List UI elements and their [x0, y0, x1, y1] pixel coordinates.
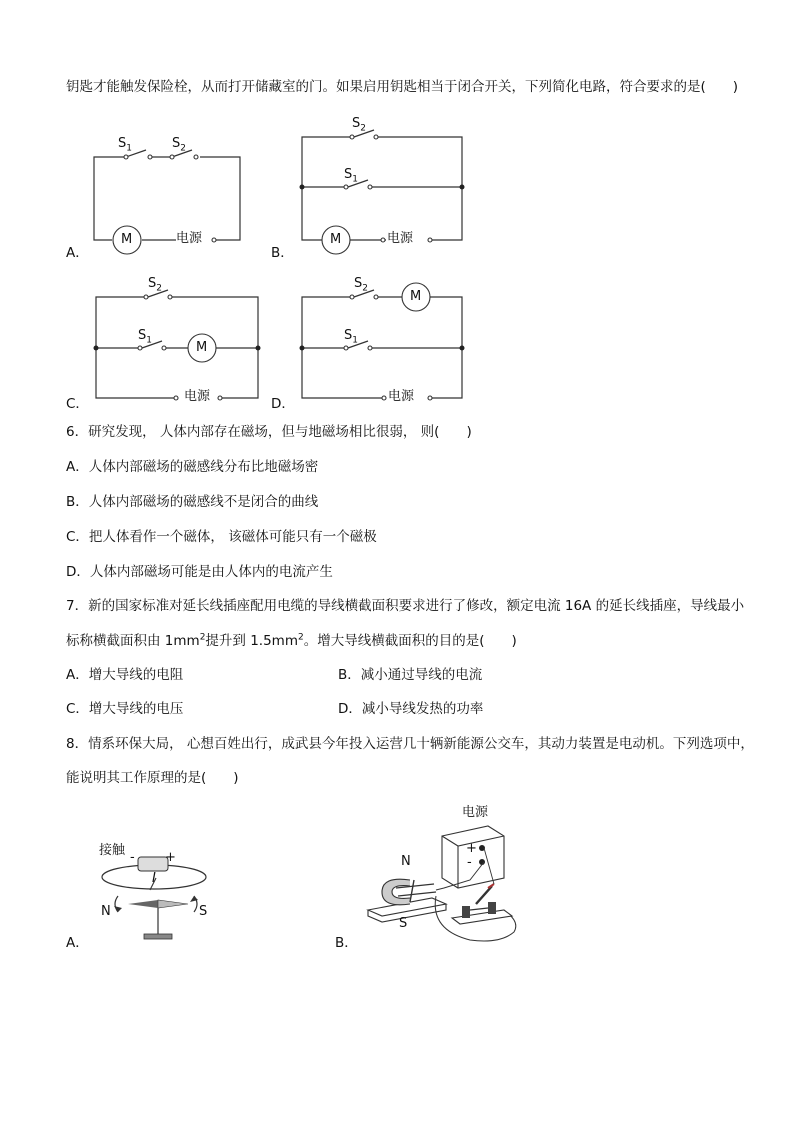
power-label: 电源	[387, 231, 414, 246]
contact-label: 接触	[99, 843, 126, 858]
q7-option-b: B．减小通过导线的电流	[338, 667, 483, 683]
power-label: 电源	[176, 231, 203, 246]
current-label: I	[152, 871, 156, 886]
minus-sign: -	[130, 850, 135, 865]
q5-intro: 钥匙才能触发保险栓，从而打开储藏室的门。如果启用钥匙相当于闭合开关，下列简化电路，符合要求的是( )	[66, 79, 739, 95]
q7-stem-line1: 7．新的国家标准对延长线插座配用电缆的导线横截面积要求进行了修改，额定电流 16A 的延长线插座，导线最小	[66, 598, 745, 614]
switch-s1-label: $S_1$	[138, 328, 152, 346]
switch-s1-label: $S_1$	[344, 328, 358, 346]
q7-option-d: D．减小导线发热的功率	[338, 701, 484, 717]
switch-s2-label: $S_2$	[148, 276, 162, 294]
switch-s2-label: $S_2$	[354, 276, 368, 294]
south-pole-label: S	[399, 916, 408, 931]
motor-label: M	[410, 289, 422, 304]
q8-stem-line2: 能说明其工作原理的是( )	[66, 770, 239, 786]
option-a-marker: A．	[66, 935, 89, 951]
power-label: 电源	[388, 389, 415, 404]
option-c-marker: C．	[66, 396, 89, 412]
q7-stem-line2: 标称横截面积由 $1mm^2$提升到 $1.5mm^2$。增大导线横截面积的目的是( )	[66, 632, 517, 649]
power-supply-label: 电源	[462, 805, 489, 820]
switch-s2-label: $S_2$	[172, 136, 186, 154]
minus-terminal: -	[467, 855, 472, 870]
switch-s1-label: $S_1$	[344, 167, 358, 185]
power-label: 电源	[184, 389, 211, 404]
north-label: N	[101, 904, 111, 919]
q6-stem: 6．研究发现， 人体内部存在磁场，但与地磁场相比很弱， 则( )	[66, 424, 472, 440]
plus-terminal: +	[466, 841, 477, 856]
q6-option-a: A．人体内部磁场的磁感线分布比地磁场密	[66, 459, 319, 475]
q6-option-b: B．人体内部磁场的磁感线不是闭合的曲线	[66, 494, 319, 510]
option-b-marker: B．	[271, 245, 294, 261]
q8-stem-line1: 8．情系环保大局， 心想百姓出行，成武县今年投入运营几十辆新能源公交车，其动力装置是电动机。下列选项中，	[66, 736, 754, 752]
switch-s2-label: $S_2$	[352, 116, 366, 134]
option-d-marker: D．	[271, 396, 295, 412]
switch-s1-label: $S_1$	[118, 136, 132, 154]
q6-option-d: D．人体内部磁场可能是由人体内的电流产生	[66, 564, 333, 580]
motor-label: M	[330, 232, 342, 247]
south-label: S	[199, 904, 208, 919]
north-pole-label: N	[401, 854, 411, 869]
motor-label: M	[121, 232, 133, 247]
option-a-marker: A．	[66, 245, 89, 261]
q6-option-c: C．把人体看作一个磁体， 该磁体可能只有一个磁极	[66, 529, 377, 545]
plus-sign: +	[165, 850, 176, 865]
motor-label: M	[196, 340, 208, 355]
q7-option-a: A．增大导线的电阻	[66, 667, 184, 683]
option-b-marker: B．	[335, 935, 358, 951]
q7-option-c: C．增大导线的电压	[66, 701, 184, 717]
